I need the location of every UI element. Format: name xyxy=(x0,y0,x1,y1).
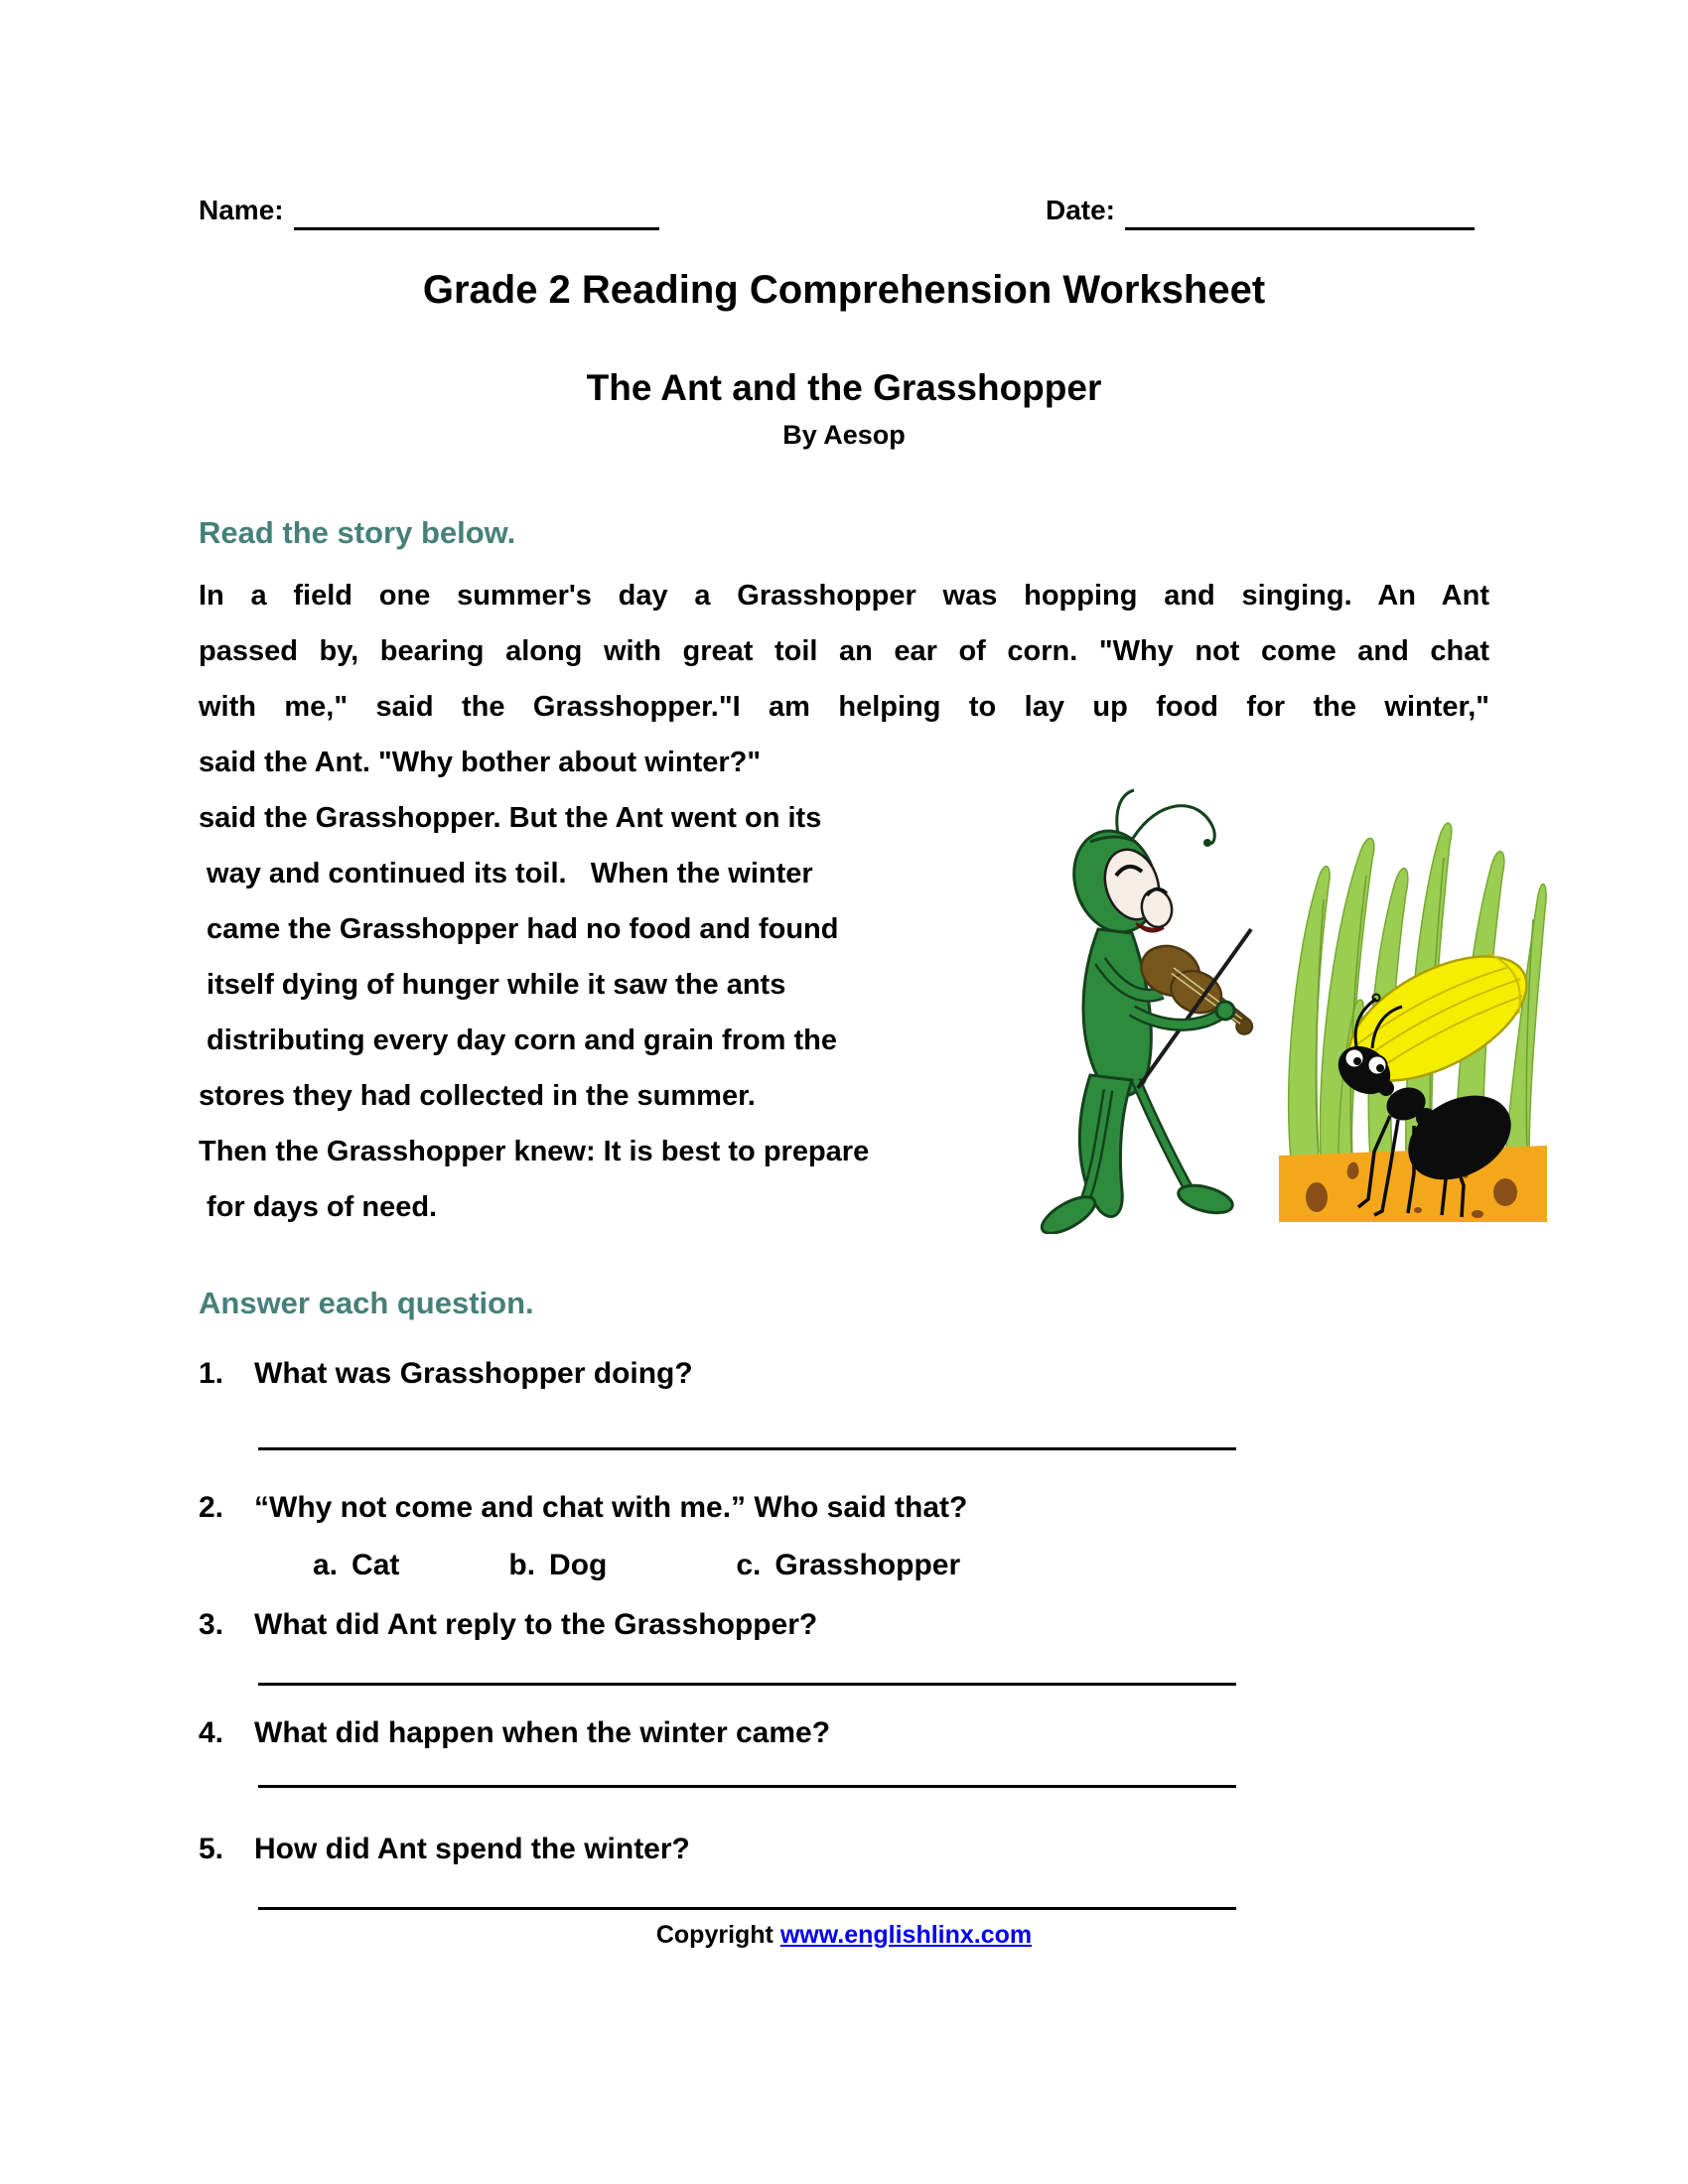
copyright-label: Copyright xyxy=(655,1921,774,1949)
choice-a-label: a. xyxy=(313,1549,339,1581)
header-row xyxy=(0,0,1688,230)
story-line: distributing every day corn and grain from the xyxy=(199,1024,837,1056)
question-4 xyxy=(199,1711,1688,1755)
question-4-number: 4. xyxy=(199,1716,224,1749)
choice-a xyxy=(313,1544,399,1587)
story-line: came the Grasshopper had no food and found xyxy=(199,913,839,945)
page-title: Grade 2 Reading Comprehension Worksheet xyxy=(422,268,1266,312)
question-2 xyxy=(199,1486,1688,1530)
question-2-number: 2. xyxy=(199,1491,224,1524)
story-line: for days of need. xyxy=(199,1191,438,1223)
choice-a-text: Cat xyxy=(352,1549,400,1581)
story-line: itself dying of hunger while it saw the ants xyxy=(199,969,786,1001)
name-field-group xyxy=(199,191,659,230)
question-2-choices xyxy=(313,1544,1688,1587)
ant-illustration xyxy=(1279,810,1547,1222)
story-line: stores they had collected in the summer. xyxy=(199,1080,756,1112)
answer-blank-4 xyxy=(258,1907,1236,1910)
date-blank xyxy=(1125,194,1475,230)
grasshopper-violin-icon xyxy=(1021,782,1259,1234)
answer-blank-2 xyxy=(258,1683,1236,1686)
story-line: with me," said the Grasshopper."I am helping to lay up food for the winter," xyxy=(199,691,1489,723)
story-line: passed by, bearing along with great toil an ear of corn. "Why not come and chat xyxy=(199,635,1489,667)
name-label: Name: xyxy=(199,195,284,225)
choice-b xyxy=(508,1544,607,1587)
footer xyxy=(0,1918,1688,1952)
story-line: way and continued its toil. When the winter xyxy=(199,858,813,889)
story-line: said the Grasshopper. But the Ant went on its xyxy=(199,802,822,834)
question-1-text: What was Grasshopper doing? xyxy=(254,1357,693,1390)
question-5 xyxy=(199,1828,1688,1871)
answer-questions-heading: Answer each question. xyxy=(199,1286,534,1320)
story-byline: By Aesop xyxy=(782,420,906,450)
ant-corn-grass-icon xyxy=(1279,810,1547,1222)
date-label: Date: xyxy=(1045,195,1115,225)
story-line: In a field one summer's day a Grasshopper was hopping and singing. An Ant xyxy=(199,580,1489,612)
date-field-group xyxy=(1046,191,1475,230)
story-line: Then the Grasshopper knew: It is best to prepare xyxy=(199,1136,870,1167)
question-4-text: What did happen when the winter came? xyxy=(254,1716,831,1749)
name-blank xyxy=(294,194,659,230)
answer-blank-1 xyxy=(258,1447,1236,1450)
choice-b-text: Dog xyxy=(549,1549,608,1581)
question-1-number: 1. xyxy=(199,1357,224,1390)
story-paragraph xyxy=(199,568,1489,1235)
choice-c-label: c. xyxy=(736,1549,762,1581)
website-link[interactable]: www.englishlinx.com xyxy=(779,1921,1033,1949)
read-story-heading: Read the story below. xyxy=(199,515,516,550)
question-5-text: How did Ant spend the winter? xyxy=(254,1833,690,1865)
story-title: The Ant and the Grasshopper xyxy=(586,367,1102,408)
question-3 xyxy=(199,1603,1688,1647)
question-3-text: What did Ant reply to the Grasshopper? xyxy=(254,1608,818,1641)
question-3-number: 3. xyxy=(199,1608,224,1641)
story-line: said the Ant. "Why bother about winter?" xyxy=(199,747,762,778)
question-5-number: 5. xyxy=(199,1833,224,1865)
question-1 xyxy=(199,1352,1688,1396)
answer-blank-3 xyxy=(258,1785,1236,1788)
choice-c xyxy=(736,1544,960,1587)
question-2-text: “Why not come and chat with me.” Who said that? xyxy=(254,1491,968,1524)
choice-c-text: Grasshopper xyxy=(774,1549,961,1581)
grasshopper-violin-illustration xyxy=(1021,782,1259,1234)
choice-b-label: b. xyxy=(508,1549,536,1581)
